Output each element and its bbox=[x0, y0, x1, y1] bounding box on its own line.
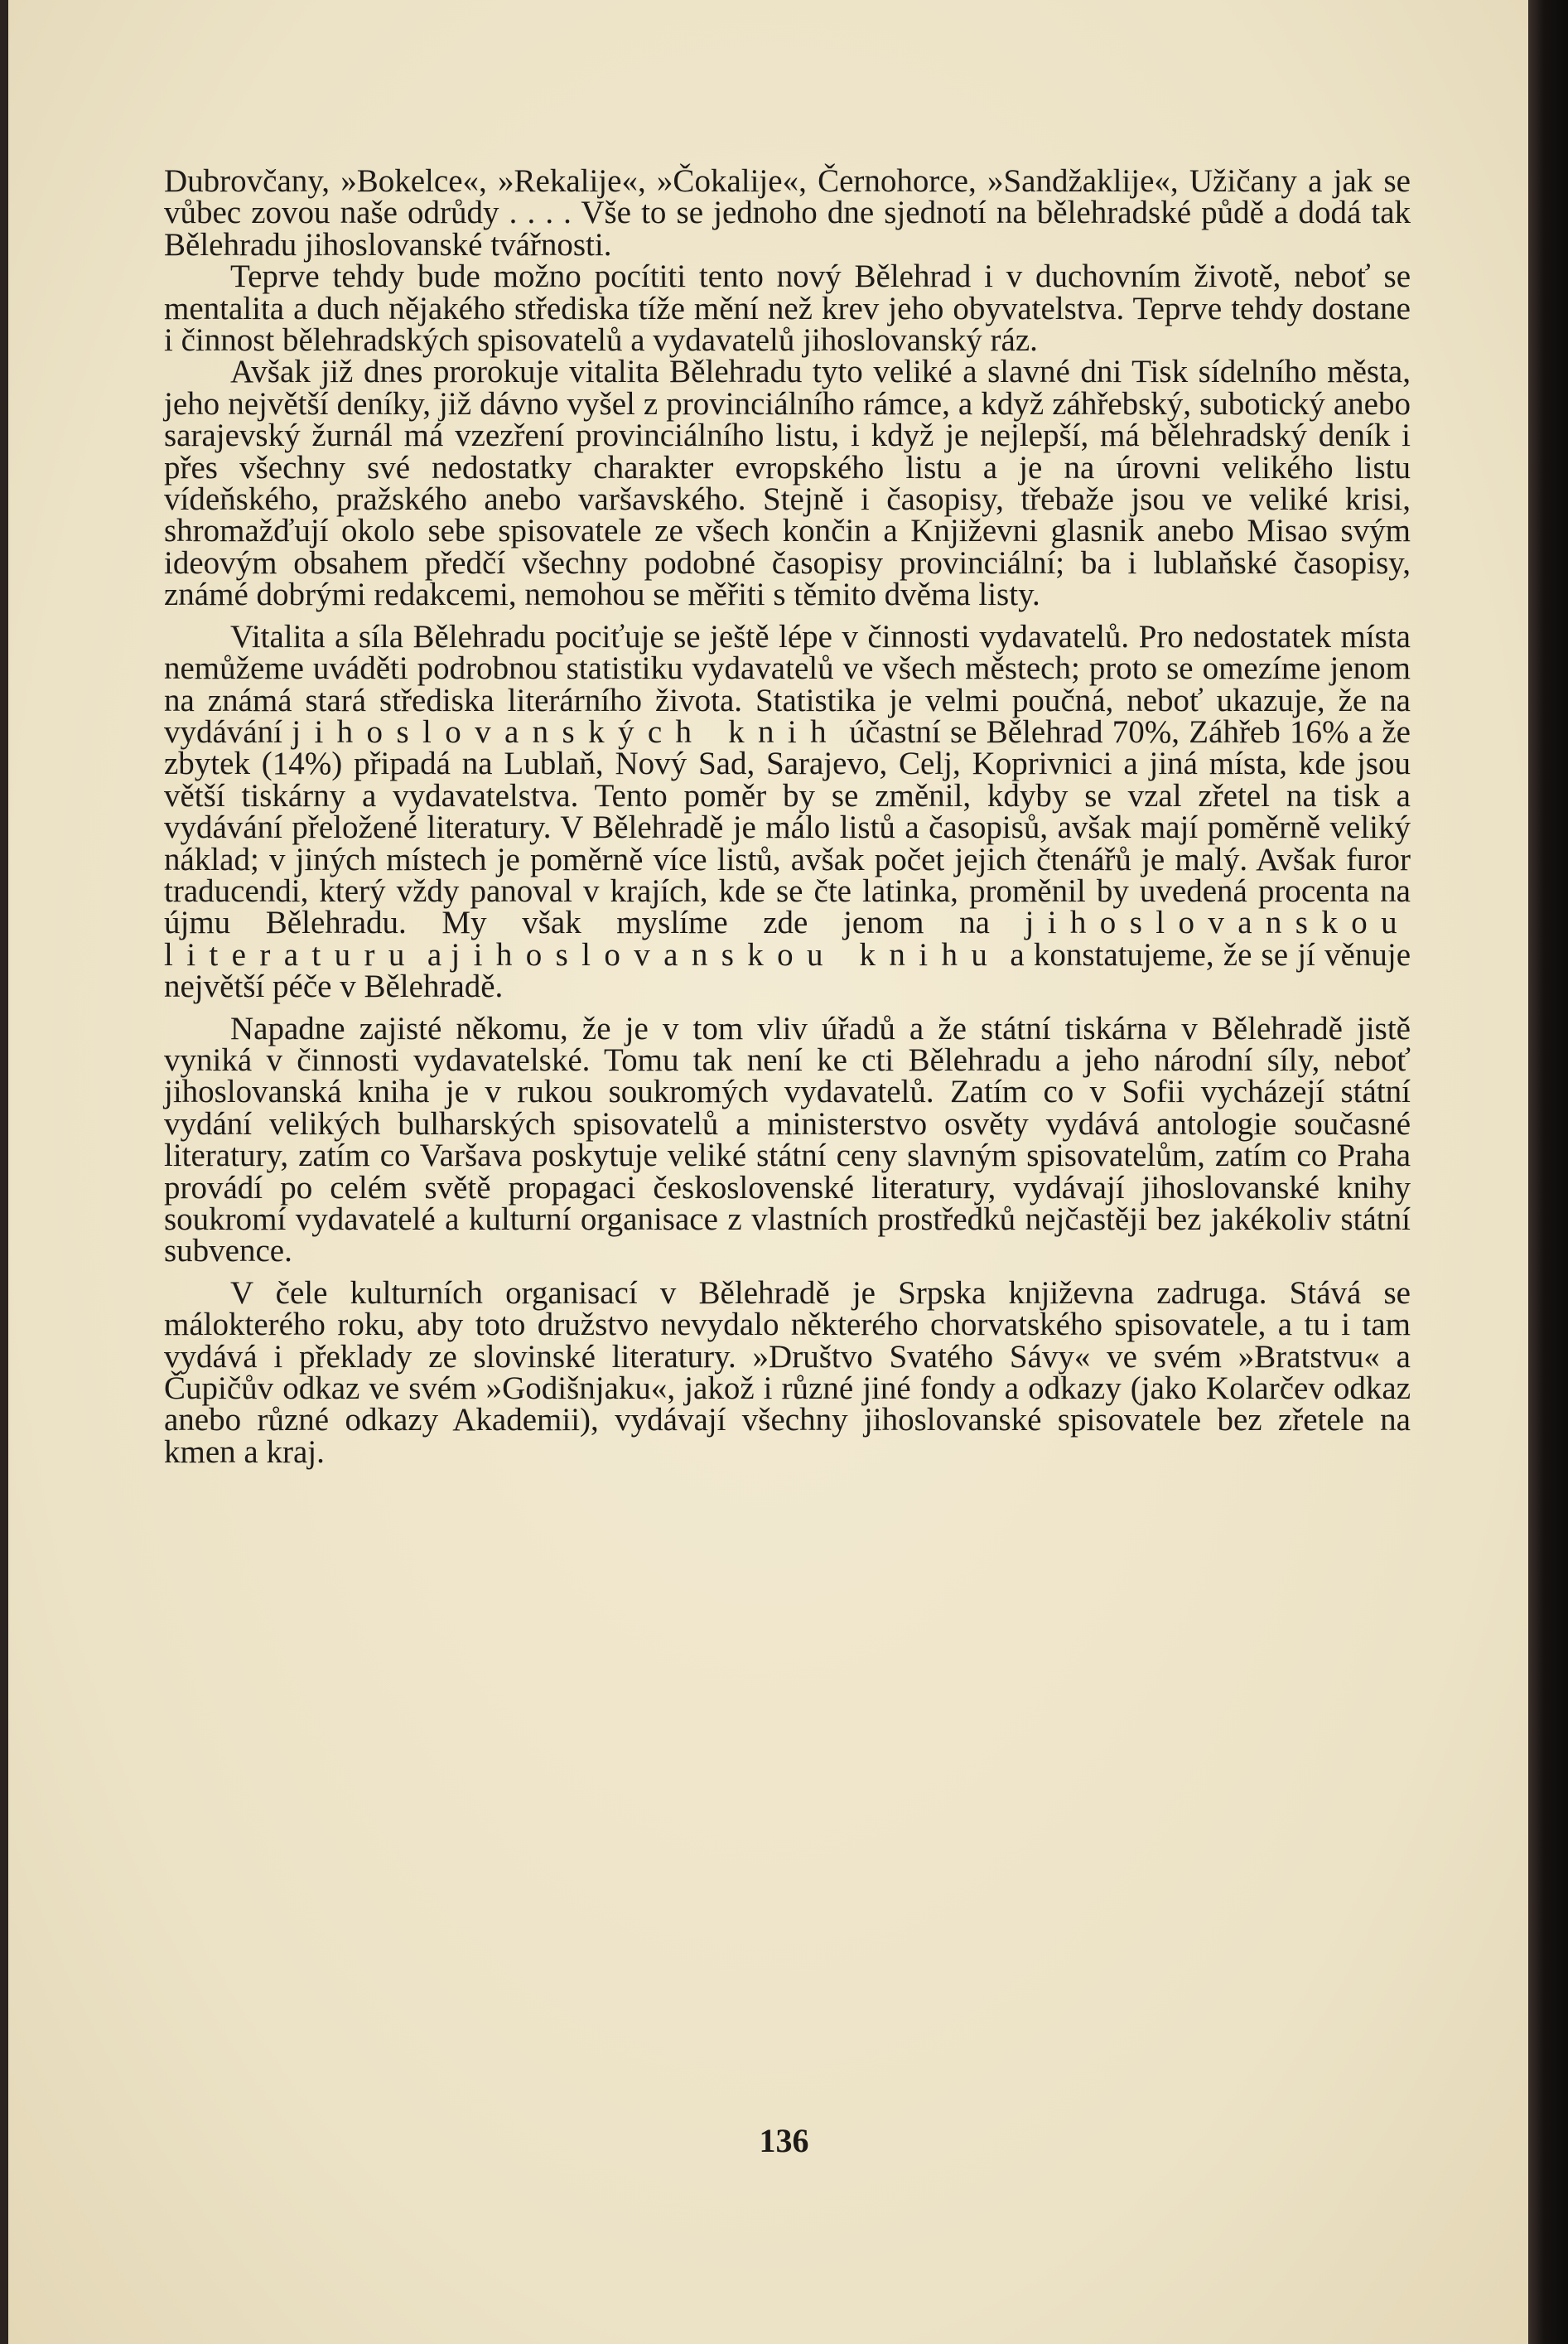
text-run: Avšak již dnes prorokuje vitalita Bělehradu tyto veliké a slavné dni Tisk sídelního města, jeho největší deníky, již dávno vyšel z provinciálního rámce, a když záhřebský, subotický anebo sarajevský žurnál má vzezření provinciálního listu, i když je nejlepší, má bělehradský deník i přes všechny své nedostatky charakter evropského listu a je na úrovni velikého listu vídeňského, pražského anebo varšavského. Stejně i časopisy, třebaže jsou ve veliké krisi, shromažďují okolo sebe spisovatele ze všech končin a Književni glasnik anebo Misao svým ideovým obsahem předčí všechny podobné časopisy provinciální; ba i lublaňské časopisy, známé dobrými redakcemi, nemohou se měřiti s těmito dvěma listy. bbox=[164, 354, 1411, 613]
paragraph bbox=[164, 1274, 1411, 1470]
text-run: účastní se Bělehrad 70%, Záhřeb 16% a že zbytek (14%) připadá na Lublaň, Nový Sad, Sarajevo, Celj, Koprivnici a jiná místa, kde jsou větší tiskárny a vydavatelstva. Tento poměr by se změnil, kdyby se vzal zřetel na tisk a vydávání přeložené literatury. V Bělehradě je málo listů a časopisů, avšak mají poměrně veliký náklad; v jiných místech je poměrně více listů, avšak počet jejich čtenářů je malý. Avšak furor traducendi, který vždy panoval v krajích, kde se čte latinka, proměnil by uvedená procenta na újmu Bělehradu. My však myslíme zde jenom na bbox=[164, 713, 1411, 941]
body-text bbox=[164, 163, 1411, 1470]
text-run: a konstatujeme, že se jí věnuje největší péče v Bělehradě. bbox=[164, 936, 1411, 1005]
text-run: Napadne zajisté někomu, že je v tom vliv úřadů a že státní tiskárna v Bělehradě jistě vyniká v činnosti vydavatelské. Tomu tak není ke cti Bělehradu a jeho národní síly, neboť jihoslovanská kniha je v rukou soukromých vydavatelů. Zatím co v Sofii vycházejí státní vydání velikých bulharských spisovatelů a ministerstvo osvěty vydává antologie současné literatury, zatím co Varšava poskytuje veliké státní ceny slavným spisovatelům, zatím co Praha provádí po celém světě propagaci československé literatury, vydávají jihoslovanské knihy soukromí vydavatelé a kulturní organisace z vlastních prostředků nejčastěji bez jakékoliv státní subvence. bbox=[164, 1010, 1411, 1269]
page-edge-right bbox=[1528, 0, 1568, 2344]
paragraph bbox=[164, 356, 1411, 611]
spaced-emphasis: jihoslovanskou literaturu bbox=[164, 905, 1411, 973]
text-run: V čele kulturních organisací v Bělehradě je Srpska književna zadruga. Stává se málokterého roku, aby toto družstvo nevydalo některého chorvatského spisovatele, a tu i tam vydává i překlady ze slovinské literatury. »Društvo Svatého Sávy« ve svém »Bratstvu« a Čupičův odkaz ve svém »Godišnjaku«, jakož i různé jiné fondy a odkazy (jako Kolarčev odkaz anebo různé odkazy Akademii), vydávají všechny jihoslovanské spisovatele bez zřetele na kmen a kraj. bbox=[164, 1274, 1411, 1470]
text-run: a bbox=[417, 936, 451, 973]
text-run: Vitalita a síla Bělehradu pociťuje se ještě lépe v činnosti vydavatelů. Pro nedostatek místa nemůžeme uváděti podrobnou statistiku vydavatelů ve všech městech; proto se omezíme jenom na známá stará střediska literárního života. Statistika je velmi poučná, neboť ukazuje, že na vydávání bbox=[164, 618, 1411, 750]
spaced-emphasis: jihoslovanskou knihu bbox=[451, 936, 1001, 973]
text-run: Teprve tehdy bude možno pocítiti tento nový Bělehrad i v duchovním životě, neboť se mentalita a duch nějakého střediska tíže mění než krev jeho obyvatelstva. Teprve tehdy dostane i činnost bělehradských spisovatelů a vydavatelů jihoslovanský ráz. bbox=[164, 259, 1411, 359]
paragraph bbox=[164, 1010, 1411, 1269]
paragraph bbox=[164, 259, 1411, 359]
page-edge-left bbox=[0, 0, 8, 2344]
spaced-emphasis: jihoslovanských knih bbox=[292, 713, 840, 750]
text-run: Dubrovčany, »Bokelce«, »Rekalije«, »Čokalije«, Černohorce, »Sandžaklije«, Užičany a jak se vůbec zovou naše odrůdy . . . . Vše to se jednoho dne sjednotí na bělehradské půdě a dodá tak Bělehradu jihoslovanské tvářnosti. bbox=[164, 163, 1411, 263]
paragraph bbox=[164, 618, 1411, 1005]
paragraph bbox=[164, 163, 1411, 263]
page-number: 136 bbox=[759, 2122, 809, 2159]
